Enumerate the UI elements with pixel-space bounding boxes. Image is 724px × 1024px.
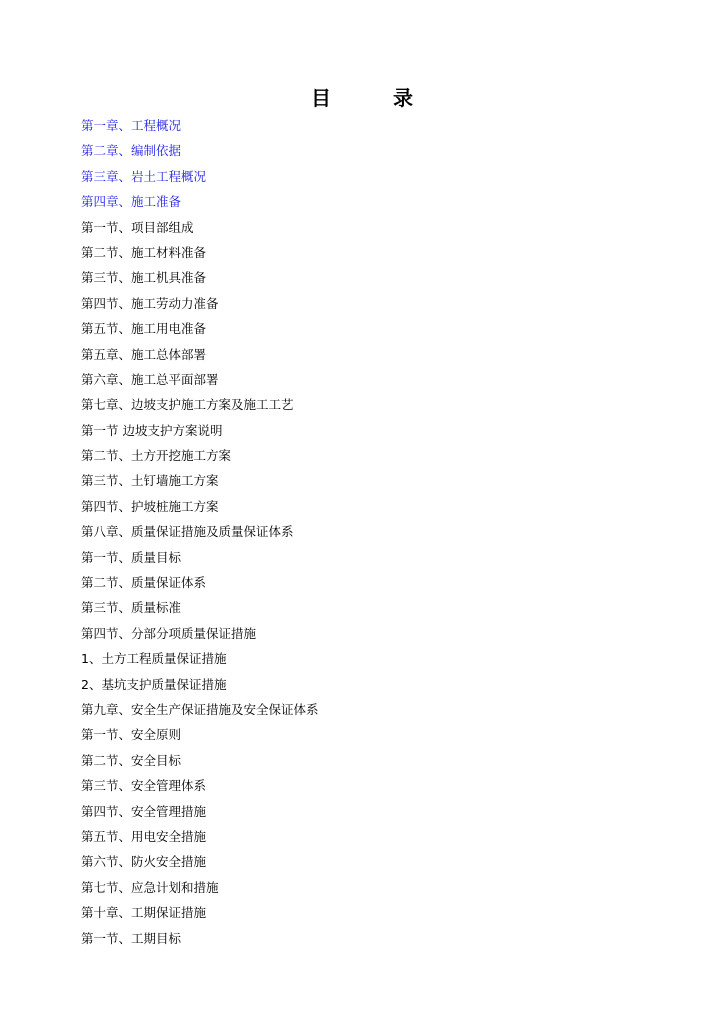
toc-item (81, 494, 319, 519)
toc-item-title: 安全目标 (131, 752, 182, 768)
toc-item-prefix: 第二节、 (81, 244, 132, 260)
toc-item-title: 边坡支护施工方案及施工工艺 (131, 397, 294, 413)
toc-item (81, 443, 319, 468)
toc-link-item[interactable] (81, 138, 319, 163)
toc-item-title: 质量保证体系 (131, 575, 207, 591)
page-title (0, 82, 724, 111)
toc-item-prefix: 2、 (81, 676, 102, 692)
toc-item-title: 施工劳动力准备 (131, 295, 219, 311)
toc-item-prefix: 第二章、 (81, 143, 132, 159)
toc-item-title: 施工机具准备 (131, 270, 207, 286)
toc-item-prefix: 第三节、 (81, 600, 132, 616)
toc-item (81, 672, 319, 697)
toc-item-prefix: 第一节、 (81, 727, 132, 743)
toc-item-title: 工期目标 (131, 930, 182, 946)
title-char-1: 目 (311, 86, 331, 110)
toc-item-title: 工程概况 (131, 118, 182, 133)
toc-item-title: 护坡桩施工方案 (131, 498, 219, 514)
toc-item-prefix: 第三节、 (81, 778, 132, 794)
toc-item (81, 367, 319, 392)
toc-item-title: 分部分项质量保证措施 (131, 625, 257, 641)
toc-item (81, 519, 319, 544)
toc-item-title: 用电安全措施 (131, 828, 207, 844)
toc-item-prefix: 第五节、 (81, 321, 132, 337)
toc-item-prefix: 第四节、 (81, 295, 132, 311)
toc-item-prefix: 第一节、 (81, 219, 132, 235)
toc-item-title: 土方开挖施工方案 (131, 448, 232, 464)
toc-item-prefix: 第十章、 (81, 905, 132, 921)
toc-link-item[interactable] (81, 164, 319, 189)
toc-item (81, 926, 319, 951)
toc-item-prefix: 第一章、 (81, 118, 132, 133)
toc-item-title: 应急计划和措施 (131, 879, 219, 895)
toc-item-title: 项目部组成 (131, 219, 194, 235)
toc-item-title: 施工总平面部署 (131, 371, 219, 387)
toc-item-prefix: 第八章、 (81, 524, 132, 540)
toc-item (81, 646, 319, 671)
toc-item-title: 编制依据 (131, 143, 182, 159)
toc-item-prefix: 第七节、 (81, 879, 132, 895)
toc-item-title: 土方工程质量保证措施 (101, 651, 227, 667)
toc-item-prefix: 第六节、 (81, 854, 132, 870)
toc-item (81, 570, 319, 595)
toc-item (81, 392, 319, 417)
toc-item (81, 418, 319, 443)
toc-item-title: 安全原则 (131, 727, 182, 743)
toc-item (81, 595, 319, 620)
toc-item-prefix: 1、 (81, 651, 102, 667)
table-of-contents (81, 113, 319, 951)
toc-item-prefix: 第九章、 (81, 701, 132, 717)
toc-item-title: 岩土工程概况 (131, 168, 207, 184)
toc-item (81, 748, 319, 773)
toc-item-title: 基坑支护质量保证措施 (101, 676, 227, 692)
toc-item-prefix: 第五章、 (81, 346, 132, 362)
toc-item-title: 施工准备 (131, 194, 182, 210)
toc-item (81, 773, 319, 798)
toc-item (81, 265, 319, 290)
toc-item (81, 468, 319, 493)
toc-item-prefix: 第六章、 (81, 371, 132, 387)
toc-item-title: 施工用电准备 (131, 321, 207, 337)
toc-item (81, 291, 319, 316)
toc-item-prefix: 第二节、 (81, 752, 132, 768)
toc-item (81, 799, 319, 824)
toc-item-prefix: 第四章、 (81, 194, 132, 210)
toc-item-prefix: 第四节、 (81, 498, 132, 514)
toc-item-prefix: 第一节、 (81, 549, 132, 565)
toc-item (81, 545, 319, 570)
toc-item-title: 安全生产保证措施及安全保证体系 (131, 701, 319, 717)
toc-item-prefix: 第二节、 (81, 448, 132, 464)
toc-item-prefix: 第一节 (81, 422, 123, 438)
toc-item-prefix: 第三章、 (81, 168, 132, 184)
toc-item (81, 240, 319, 265)
toc-item (81, 342, 319, 367)
toc-item-prefix: 第五节、 (81, 828, 132, 844)
toc-item-title: 工期保证措施 (131, 905, 207, 921)
toc-item-prefix: 第四节、 (81, 803, 132, 819)
toc-item-prefix: 第三节、 (81, 270, 132, 286)
toc-item (81, 215, 319, 240)
toc-item (81, 900, 319, 925)
toc-item-prefix: 第二节、 (81, 575, 132, 591)
toc-link-item[interactable] (81, 113, 319, 138)
toc-item (81, 824, 319, 849)
toc-item-prefix: 第七章、 (81, 397, 132, 413)
toc-link-item[interactable] (81, 189, 319, 214)
title-char-2: 录 (393, 86, 413, 110)
toc-item-prefix: 第一节、 (81, 930, 132, 946)
toc-item-prefix: 第四节、 (81, 625, 132, 641)
toc-item-title: 土钉墙施工方案 (131, 473, 219, 489)
toc-item (81, 316, 319, 341)
toc-item-title: 安全管理体系 (131, 778, 207, 794)
toc-item-title: 质量目标 (131, 549, 182, 565)
toc-item-title: 施工总体部署 (131, 346, 207, 362)
toc-item (81, 849, 319, 874)
toc-item (81, 875, 319, 900)
toc-item-title: 质量标准 (131, 600, 182, 616)
toc-item-title: 质量保证措施及质量保证体系 (131, 524, 294, 540)
toc-item-title: 防火安全措施 (131, 854, 207, 870)
toc-item (81, 722, 319, 747)
toc-item-title: 安全管理措施 (131, 803, 207, 819)
toc-item (81, 621, 319, 646)
toc-item-prefix: 第三节、 (81, 473, 132, 489)
toc-item-title: 边坡支护方案说明 (122, 422, 223, 438)
toc-item-title: 施工材料准备 (131, 244, 207, 260)
toc-item (81, 697, 319, 722)
